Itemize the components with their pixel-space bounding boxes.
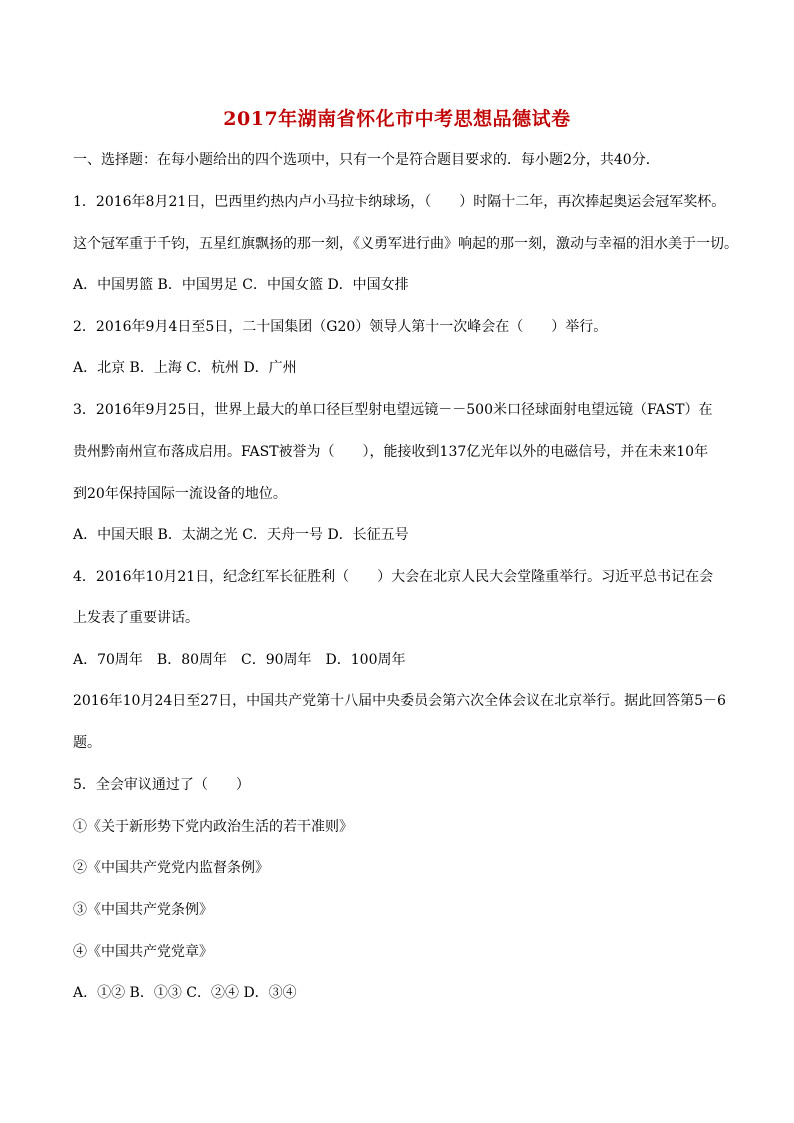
question-1-line-1: 1．2016年8月21日，巴西里约热内卢小马拉卡纳球场，（ ）时隔十二年，再次捧起奥运会冠军奖杯。 [73,194,726,210]
question-5-item-1: ①《关于新形势下党内政治生活的若干准则》 [73,819,353,835]
question-2-options: A．北京 B．上海 C．杭州 D．广州 [73,360,297,376]
question-1-line-2: 这个冠军重于千钧，五星红旗飘扬的那一刻，《义勇军进行曲》响起的那一刻，激动与幸福的泪水美于一切。 [73,236,738,252]
question-5-item-4: ④《中国共产党党章》 [73,944,213,960]
question-1-options: A．中国男篮 B．中国男足 C．中国女篮 D．中国女排 [73,277,409,293]
question-2-line-1: 2．2016年9月4日至5日，二十国集团（G20）领导人第十一次峰会在（ ）举行。 [73,319,608,335]
question-4-line-1: 4．2016年10月21日，纪念红军长征胜利（ ）大会在北京人民大会堂隆重举行。习近平总书记在会 [73,569,714,585]
question-5-options: A．①② B．①③ C．②④ D．③④ [73,985,297,1001]
question-3-line-3: 到20年保持国际一流设备的地位。 [73,486,287,502]
question-5-stem: 5．全会审议通过了（ ） [73,777,250,793]
question-5-item-3: ③《中国共产党条例》 [73,902,213,918]
question-3-options: A．中国天眼 B．太湖之光 C．天舟一号 D．长征五号 [73,527,409,543]
page-title: 2017年湖南省怀化市中考思想品德试卷 [223,108,571,130]
question-5-item-2: ②《中国共产党党内监督条例》 [73,860,269,876]
question-3-line-1: 3．2016年9月25日，世界上最大的单口径巨型射电望远镜－－500米口径球面射电望远镜（FAST）在 [73,402,713,418]
question-4-line-2: 上发表了重要讲话。 [73,610,199,626]
section-instruction: 一、选择题：在每小题给出的四个选项中，只有一个是符合题目要求的．每小题2分，共40分． [73,152,660,168]
passage-line-2: 题。 [73,735,101,751]
question-3-line-2: 贵州黔南州宣布落成启用。FAST被誉为（ ），能接收到137亿光年以外的电磁信号，并在未来10年 [73,444,709,460]
question-4-options: A．70周年 B．80周年 C．90周年 D．100周年 [73,652,406,668]
passage-line-1: 2016年10月24日至27日，中国共产党第十八届中央委员会第六次全体会议在北京举行。据此回答第5－6 [73,693,726,709]
